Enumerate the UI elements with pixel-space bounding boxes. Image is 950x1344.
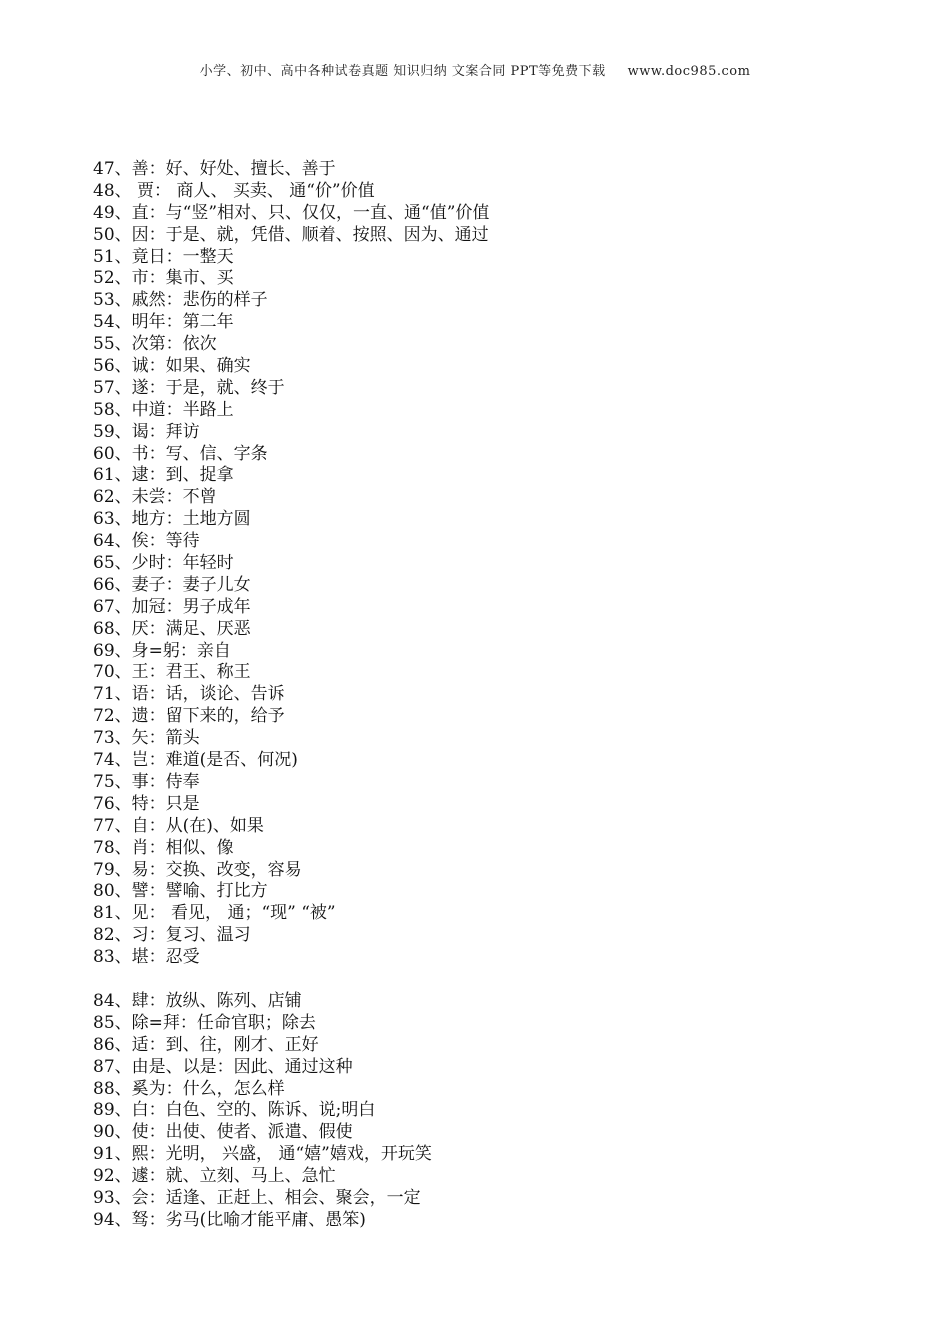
list-item: 47、善：好、好处、擅长、善于 (93, 159, 336, 179)
list-item: 72、遗：留下来的，给予 (93, 706, 285, 727)
list-item: 64、俟：等待 (93, 531, 200, 552)
list-item: 85、除=拜：任命官职；除去 (93, 1012, 316, 1033)
list-item: 51、竟日：一整天 (93, 246, 234, 267)
list-item: 71、语：话，谈论、告诉 (93, 684, 285, 705)
list-item: 63、地方：土地方圆 (93, 509, 251, 530)
list-item: 57、遂：于是，就、终于 (93, 377, 285, 398)
list-item: 86、适：到、往，刚才、正好 (93, 1034, 319, 1055)
list-item: 93、会：适逢、正赶上、相会、聚会，一定 (93, 1187, 421, 1208)
list-item: 77、自：从(在)、如果 (93, 815, 264, 836)
list-item: 55、次第：依次 (93, 334, 217, 355)
list-item: 92、遽：就、立刻、马上、急忙 (93, 1166, 336, 1187)
list-item: 66、妻子：妻子儿女 (93, 574, 251, 595)
list-item: 90、使：出使、使者、派遣、假使 (93, 1122, 353, 1143)
list-item: 56、诚：如果、确实 (93, 356, 251, 377)
list-item: 53、戚然：悲伤的样子 (93, 290, 268, 311)
list-item: 79、易：交换、改变，容易 (93, 859, 302, 880)
list-item: 52、市：集市、买 (93, 268, 234, 289)
list-item: 82、习：复习、温习 (93, 925, 251, 946)
list-item: 50、因：于是、就，凭借、顺着、按照、因为、通过 (93, 224, 489, 245)
header-text: 小学、初中、高中各种试卷真题 知识归纳 文案合同 PPT等免费下载 (199, 64, 606, 79)
list-item: 78、肖：相似、像 (93, 837, 234, 858)
list-item: 68、厌：满足、厌恶 (93, 618, 251, 639)
list-item: 67、加冠：男子成年 (93, 596, 251, 617)
list-item: 59、谒：拜访 (93, 421, 200, 442)
list-item: 49、直：与“竖”相对、只、仅仅，一直、通“值”价值 (93, 202, 490, 223)
list-item: 74、岂：难道(是否、何况) (93, 750, 298, 771)
list-item: 54、明年：第二年 (93, 312, 234, 333)
list-item: 91、熙：光明， 兴盛， 通“嬉”嬉戏，开玩笑 (93, 1144, 432, 1165)
list-item: 94、驽：劣马(比喻才能平庸、愚笨) (93, 1209, 366, 1230)
section-gap (93, 969, 893, 991)
list-item: 87、由是、以是：因此、通过这种 (93, 1056, 353, 1077)
list-item: 61、逮：到、捉拿 (93, 465, 234, 486)
list-item: 69、身=躬：亲自 (93, 640, 231, 661)
list-item: 75、事：侍奉 (93, 771, 200, 792)
list-item: 60、书：写、信、字条 (93, 443, 268, 464)
list-item: 62、未尝：不曾 (93, 487, 217, 508)
list-item: 81、见： 看见， 通；“现” “被” (93, 903, 336, 924)
page-header (0, 60, 950, 79)
list-item: 84、肆：放纵、陈列、店铺 (93, 990, 302, 1011)
list-item: 76、特：只是 (93, 793, 200, 814)
list-item: 88、奚为：什么，怎么样 (93, 1078, 285, 1099)
header-url: www.doc985.com (627, 64, 751, 79)
list-item: 65、少时：年轻时 (93, 553, 234, 574)
list-item: 80、譬：譬喻、打比方 (93, 881, 268, 902)
list-item: 48、 贾： 商人、 买卖、 通“价”价值 (93, 180, 375, 201)
list-item: 73、矢：箭头 (93, 728, 200, 749)
glossary-list (93, 159, 893, 1232)
list-item: 89、白：白色、空的、陈诉、说;明白 (93, 1100, 376, 1121)
list-item: 58、中道：半路上 (93, 399, 234, 420)
list-item: 70、王：君王、称王 (93, 662, 251, 683)
list-item: 83、堪：忍受 (93, 947, 200, 968)
